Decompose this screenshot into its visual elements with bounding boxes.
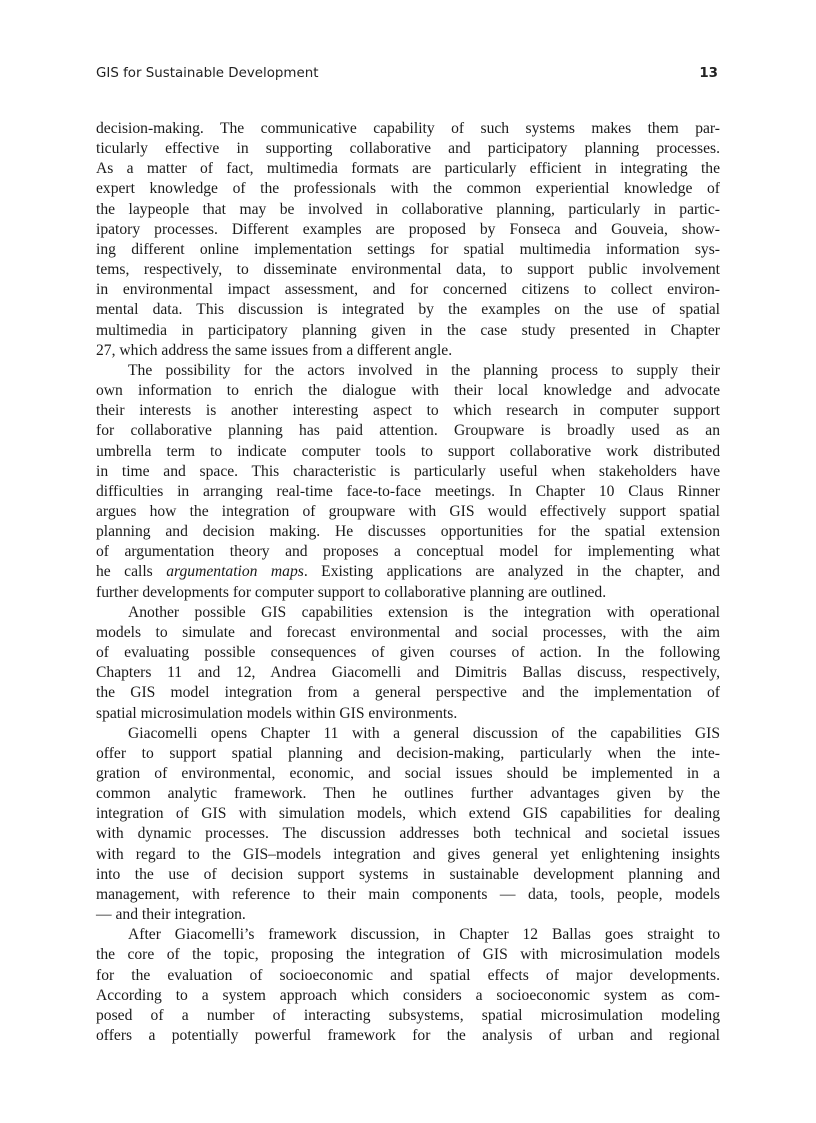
paragraph-5 <box>96 925 720 1046</box>
running-title: GIS for Sustainable Development <box>96 66 319 81</box>
text-line: own information to enrich the dialogue with their local knowledge and advocate <box>96 382 720 400</box>
text-line: models to simulate and forecast environmental and social processes, with the aim <box>96 623 720 641</box>
text-line: spatial microsimulation models within GIS environments. <box>96 704 458 722</box>
text-line: decision-making. The communicative capability of such systems makes them par- <box>96 120 720 137</box>
text-line: into the use of decision support systems in sustainable development planning and <box>96 865 720 883</box>
text-line: in time and space. This characteristic is particularly useful when stakeholders have <box>96 462 720 480</box>
text-line: — and their integration. <box>96 906 246 924</box>
text-line: As a matter of fact, multimedia formats are particularly efficient in integrating the <box>96 160 720 178</box>
text-line: management, with reference to their main components — data, tools, people, models <box>96 885 720 903</box>
text-line: in environmental impact assessment, and for concerned citizens to collect environ- <box>96 281 720 299</box>
text-line: the core of the topic, proposing the integration of GIS with microsimulation models <box>96 946 720 964</box>
text-line: integration of GIS with simulation models, which extend GIS capabilities for dealing <box>96 805 720 823</box>
text-line: Another possible GIS capabilities extension is the integration with operational <box>128 603 720 621</box>
paragraph-1 <box>96 119 720 361</box>
italic-term: argumentation maps <box>166 563 304 581</box>
text-line: for collaborative planning has paid attention. Groupware is broadly used as an <box>96 422 720 440</box>
text-line: further developments for computer support to collaborative planning are outlined. <box>96 583 607 601</box>
text-line: offers a potentially powerful framework for the analysis of urban and regional <box>96 1027 720 1045</box>
text-line: with dynamic processes. The discussion addresses both technical and societal issues <box>96 825 720 843</box>
text-line: Chapters 11 and 12, Andrea Giacomelli and Dimitris Ballas discuss, respectively, <box>96 664 720 682</box>
body-text <box>96 119 720 1046</box>
text-line: Giacomelli opens Chapter 11 with a general discussion of the capabilities GIS <box>128 724 720 742</box>
text-line: the laypeople that may be involved in collaborative planning, particularly in partic- <box>96 200 720 218</box>
text-run: he calls <box>96 563 167 581</box>
running-header <box>96 66 720 86</box>
text-line: of argumentation theory and proposes a conceptual model for implementing what <box>96 543 720 561</box>
text-line: The possibility for the actors involved in the planning process to supply their <box>128 361 720 379</box>
text-line: common analytic framework. Then he outlines further advantages given by the <box>96 785 720 803</box>
text-line: tems, respectively, to disseminate environmental data, to support public involvement <box>96 261 720 279</box>
text-line: ticularly effective in supporting collaborative and participatory planning processes. <box>96 140 720 158</box>
paragraph-2 <box>96 361 720 603</box>
text-line: argues how the integration of groupware with GIS would effectively support spatial <box>96 502 720 520</box>
paragraph-3 <box>96 603 720 724</box>
text-line: ing different online implementation settings for spatial multimedia information sys- <box>96 240 720 258</box>
text-line: for the evaluation of socioeconomic and spatial effects of major developments. <box>96 966 720 984</box>
paragraph-4 <box>96 724 720 926</box>
text-line: multimedia in participatory planning given in the case study presented in Chapter <box>96 321 720 339</box>
text-line: According to a system approach which considers a socioeconomic system as com- <box>96 986 720 1004</box>
text-line: gration of environmental, economic, and social issues should be implemented in a <box>96 765 720 782</box>
text-line: After Giacomelli’s framework discussion, in Chapter 12 Ballas goes straight to <box>128 926 720 944</box>
page-number: 13 <box>699 66 718 81</box>
text-line: umbrella term to indicate computer tools to support collaborative work distributed <box>96 442 720 460</box>
text-line-with-italic <box>96 562 720 582</box>
text-line: expert knowledge of the professionals with the common experiential knowledge of <box>96 180 720 198</box>
text-line: of evaluating possible consequences of given courses of action. In the following <box>96 644 720 662</box>
text-run: . Existing applications are analyzed in the chapter, and <box>303 563 720 581</box>
text-line: offer to support spatial planning and decision-making, particularly when the inte- <box>96 744 720 762</box>
text-line: ipatory processes. Different examples are proposed by Fonseca and Gouveia, show- <box>96 220 720 238</box>
text-line: difficulties in arranging real-time face-to-face meetings. In Chapter 10 Claus Rinner <box>96 482 720 500</box>
text-line: planning and decision making. He discusses opportunities for the spatial extension <box>96 523 720 541</box>
text-line: the GIS model integration from a general perspective and the implementation of <box>96 684 720 702</box>
text-line: mental data. This discussion is integrated by the examples on the use of spatial <box>96 301 720 319</box>
text-line: their interests is another interesting aspect to which research in computer support <box>96 402 720 420</box>
text-line: 27, which address the same issues from a different angle. <box>96 341 453 359</box>
text-line: posed of a number of interacting subsystems, spatial microsimulation modeling <box>96 1006 720 1024</box>
text-line: with regard to the GIS–models integration and gives general yet enlightening insights <box>96 845 720 863</box>
